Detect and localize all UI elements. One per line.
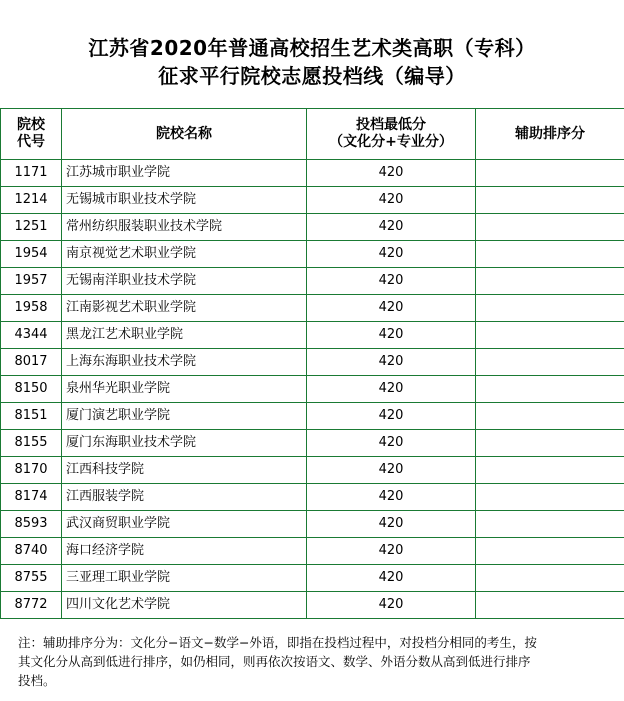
cell-institution-name: 武汉商贸职业学院 <box>62 511 307 538</box>
cell-institution-name: 江南影视艺术职业学院 <box>62 295 307 322</box>
table-row <box>1 538 624 565</box>
table-row <box>1 565 624 592</box>
cell-min-score: 420 <box>307 484 476 511</box>
cell-institution-name: 江苏城市职业学院 <box>62 160 307 187</box>
cell-aux-score <box>476 322 624 349</box>
cell-institution-name: 常州纺织服装职业技术学院 <box>62 214 307 241</box>
cell-aux-score <box>476 214 624 241</box>
cell-institution-name: 四川文化艺术学院 <box>62 592 307 619</box>
cell-min-score: 420 <box>307 187 476 214</box>
cell-min-score: 420 <box>307 295 476 322</box>
cell-institution-code: 1171 <box>1 160 62 187</box>
table-row <box>1 403 624 430</box>
table-row <box>1 160 624 187</box>
cell-min-score: 420 <box>307 565 476 592</box>
cell-institution-code: 1214 <box>1 187 62 214</box>
table-row <box>1 511 624 538</box>
cell-aux-score <box>476 457 624 484</box>
table-row <box>1 241 624 268</box>
cell-institution-code: 8593 <box>1 511 62 538</box>
column-header-institution-code-line2: 代号 <box>17 134 45 150</box>
cell-institution-name: 江西服装学院 <box>62 484 307 511</box>
cell-institution-code: 8170 <box>1 457 62 484</box>
cell-min-score: 420 <box>307 160 476 187</box>
cell-institution-code: 1954 <box>1 241 62 268</box>
cell-institution-name: 南京视觉艺术职业学院 <box>62 241 307 268</box>
table-row <box>1 457 624 484</box>
admission-scores-table <box>0 108 624 619</box>
table-row <box>1 187 624 214</box>
page-title-line1: 江苏省2020年普通高校招生艺术类高职（专科） <box>88 36 536 60</box>
cell-institution-code: 4344 <box>1 322 62 349</box>
cell-institution-name: 无锡城市职业技术学院 <box>62 187 307 214</box>
column-header-aux-score: 辅助排序分 <box>476 109 624 160</box>
cell-institution-name: 黑龙江艺术职业学院 <box>62 322 307 349</box>
cell-aux-score <box>476 376 624 403</box>
cell-institution-code: 8740 <box>1 538 62 565</box>
cell-min-score: 420 <box>307 268 476 295</box>
column-header-institution-code-line1: 院校 <box>17 117 45 133</box>
cell-institution-code: 1957 <box>1 268 62 295</box>
table-row <box>1 592 624 619</box>
cell-min-score: 420 <box>307 511 476 538</box>
footnote-line2: 其文化分从高到低进行排序，如仍相同，则再依次按语文、数学、外语分数从高到低进行排序 <box>18 654 531 669</box>
cell-aux-score <box>476 349 624 376</box>
column-header-min-score-line2: （文化分+专业分） <box>329 134 453 150</box>
table-row <box>1 484 624 511</box>
cell-min-score: 420 <box>307 538 476 565</box>
cell-institution-code: 1251 <box>1 214 62 241</box>
cell-institution-code: 8755 <box>1 565 62 592</box>
cell-institution-code: 8174 <box>1 484 62 511</box>
cell-aux-score <box>476 268 624 295</box>
table-row <box>1 376 624 403</box>
cell-institution-name: 江西科技学院 <box>62 457 307 484</box>
cell-institution-name: 三亚理工职业学院 <box>62 565 307 592</box>
cell-aux-score <box>476 511 624 538</box>
page-title <box>0 0 624 90</box>
cell-institution-name: 厦门演艺职业学院 <box>62 403 307 430</box>
cell-institution-name: 泉州华光职业学院 <box>62 376 307 403</box>
cell-min-score: 420 <box>307 430 476 457</box>
cell-aux-score <box>476 403 624 430</box>
cell-institution-code: 1958 <box>1 295 62 322</box>
table-row <box>1 349 624 376</box>
cell-aux-score <box>476 565 624 592</box>
column-header-min-score <box>307 109 476 160</box>
cell-institution-name: 厦门东海职业技术学院 <box>62 430 307 457</box>
table-row <box>1 214 624 241</box>
cell-aux-score <box>476 592 624 619</box>
table-header <box>1 109 624 160</box>
cell-institution-code: 8150 <box>1 376 62 403</box>
cell-institution-name: 上海东海职业技术学院 <box>62 349 307 376</box>
footnote-line1: 注：辅助排序分为：文化分−语文−数学−外语，即指在投档过程中，对投档分相同的考生，按 <box>18 635 537 650</box>
cell-min-score: 420 <box>307 322 476 349</box>
footnote-line3: 投档。 <box>18 673 56 688</box>
table-row <box>1 295 624 322</box>
cell-min-score: 420 <box>307 592 476 619</box>
cell-aux-score <box>476 187 624 214</box>
table-body <box>1 160 624 619</box>
cell-aux-score <box>476 160 624 187</box>
cell-aux-score <box>476 241 624 268</box>
page-title-line2: 征求平行院校志愿投档线（编导） <box>158 64 466 88</box>
table-row <box>1 430 624 457</box>
cell-aux-score <box>476 538 624 565</box>
table-row <box>1 322 624 349</box>
cell-institution-code: 8151 <box>1 403 62 430</box>
cell-min-score: 420 <box>307 376 476 403</box>
column-header-institution-name: 院校名称 <box>62 109 307 160</box>
cell-min-score: 420 <box>307 241 476 268</box>
cell-min-score: 420 <box>307 214 476 241</box>
cell-institution-name: 海口经济学院 <box>62 538 307 565</box>
cell-aux-score <box>476 295 624 322</box>
table-header-row <box>1 109 624 160</box>
column-header-institution-code <box>1 109 62 160</box>
cell-min-score: 420 <box>307 349 476 376</box>
cell-aux-score <box>476 484 624 511</box>
cell-institution-name: 无锡南洋职业技术学院 <box>62 268 307 295</box>
footnote <box>18 633 606 690</box>
cell-institution-code: 8017 <box>1 349 62 376</box>
cell-min-score: 420 <box>307 457 476 484</box>
cell-aux-score <box>476 430 624 457</box>
cell-min-score: 420 <box>307 403 476 430</box>
cell-institution-code: 8155 <box>1 430 62 457</box>
table-row <box>1 268 624 295</box>
cell-institution-code: 8772 <box>1 592 62 619</box>
column-header-min-score-line1: 投档最低分 <box>356 117 426 133</box>
